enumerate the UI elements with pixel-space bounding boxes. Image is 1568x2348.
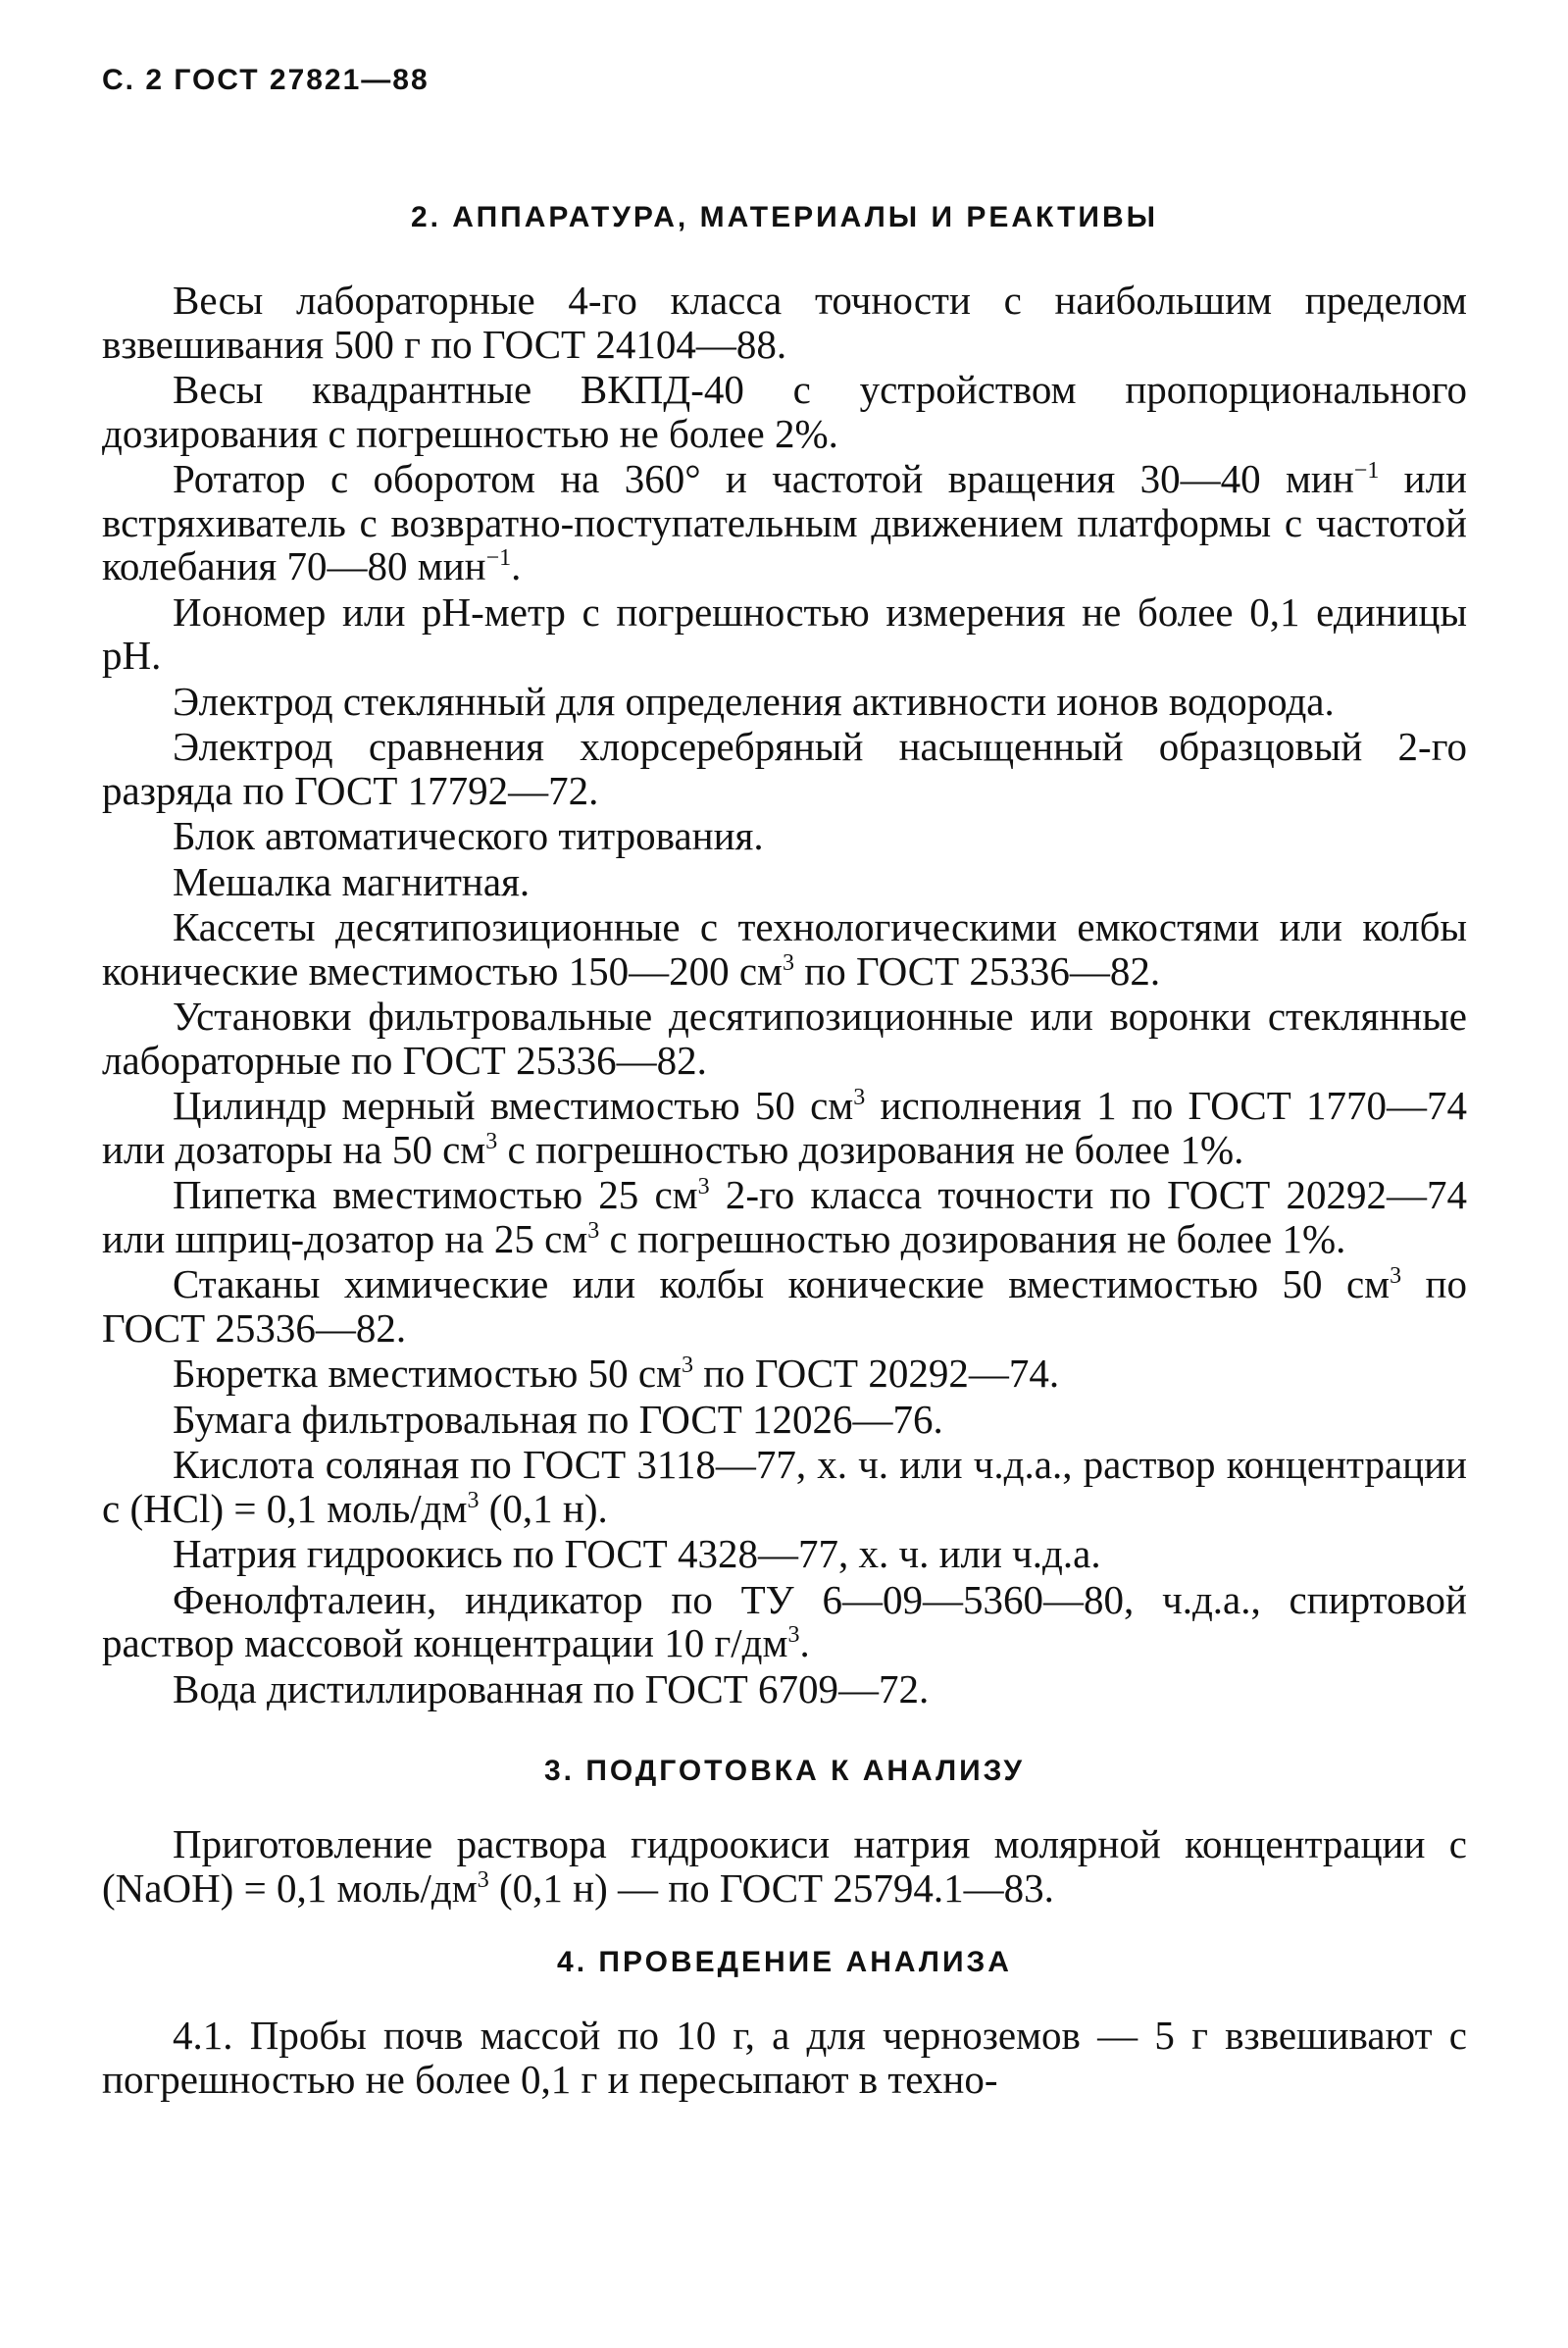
paragraph-beakers: Стаканы химические или колбы конические вместимостью 50 $см^3$ по ГОСТ 25336—82. xyxy=(102,1261,1467,1351)
paragraph-filter-paper: Бумага фильтровальная по ГОСТ 12026—76. xyxy=(173,1396,943,1442)
paragraph-reference-electrode: Электрод сравнения хлорсеребряный насыщенный образцовый 2-го разряда по ГОСТ 17792—72. xyxy=(102,724,1467,813)
paragraph-sodium-hydroxide: Натрия гидроокись по ГОСТ 4328—77, х. ч. или ч.д.а. xyxy=(173,1531,1101,1576)
section-title-apparatus: 2. АППАРАТУРА, МАТЕРИАЛЫ И РЕАКТИВЫ xyxy=(410,201,1159,233)
paragraph-titration-unit: Блок автоматического титрования. xyxy=(173,813,764,858)
paragraph-filter-units: Установки фильтровальные десятипозиционные или воронки стеклянные лабораторные по ГОСТ 25336—82. xyxy=(102,994,1467,1083)
paragraph-phenolphthalein: Фенолфталеин, индикатор по ТУ 6—09—5360—80, ч.д.а., спиртовой раствор массовой концентрации 10 $г/дм^3$. xyxy=(102,1576,1467,1665)
paragraph-cassettes: Кассеты десятипозиционные с технологическими емкостями или колбы конические вместимостью 150—200 $см^3$ по ГОСТ 25336—82. xyxy=(102,904,1467,994)
paragraph-pipette: Пипетка вместимостью 25 $см^3$ 2-го класса точности по ГОСТ 20292—74 или шприц-дозатор на 25 $см^3$ с погрешностью дозирования не более 1%. xyxy=(102,1172,1467,1261)
paragraph-rotator: Ротатор с оборотом на 360° и частотой вращения 30—40 мин$^{-1}$ или встряхиватель с возвратно-поступательным движением платформы с частотой колебания 70—80 мин$^{-1}$. xyxy=(102,456,1468,588)
paragraph-burette: Бюретка вместимостью 50 $см^3$ по ГОСТ 20292—74. xyxy=(173,1351,1060,1396)
document-page xyxy=(102,57,1467,2103)
paragraph-lab-scales: Весы лабораторные 4-го класса точности с наибольшим пределом взвешивания 500 г по ГОСТ 24104—88. xyxy=(102,278,1467,367)
paragraph-measuring-cylinder: Цилиндр мерный вместимостью 50 $см^3$ исполнения 1 по ГОСТ 1770—74 или дозаторы на 50 $см^3$ с погрешностью дозирования не более 1%. xyxy=(102,1083,1467,1172)
paragraph-quadrant-scales: Весы квадрантные ВКПД-40 с устройством пропорционального дозирования с погрешностью не более 2%. xyxy=(102,367,1467,456)
paragraph-distilled-water: Вода дистиллированная по ГОСТ 6709—72. xyxy=(173,1665,930,1711)
running-header: С. 2 ГОСТ 27821—88 xyxy=(102,64,430,96)
paragraph-hydrochloric-acid: Кислота соляная по ГОСТ 3118—77, х. ч. или ч.д.а., раствор концентрации с (HCl) = 0,1 моль/$дм^3$ (0,1 н). xyxy=(102,1442,1467,1531)
section-title-preparation: 3. ПОДГОТОВКА К АНАЛИЗУ xyxy=(544,1755,1025,1787)
paragraph-magnetic-stirrer: Мешалка магнитная. xyxy=(173,858,531,904)
section-title-analysis: 4. ПРОВЕДЕНИЕ АНАЛИЗА xyxy=(557,1946,1012,1978)
paragraph-glass-electrode: Электрод стеклянный для определения активности ионов водорода. xyxy=(173,678,1335,724)
paragraph-ionomer: Иономер или рН-метр с погрешностью измерения не более 0,1 единицы рН. xyxy=(102,588,1467,678)
paragraph-naoh-preparation: Приготовление раствора гидроокиси натрия молярной концентрации с (NaOH) = 0,1 моль/$дм^3$ (0,1 н) — по ГОСТ 25794.1—83. xyxy=(102,1821,1467,1911)
paragraph-analysis-4-1: 4.1. Пробы почв массой по 10 г, а для черноземов — 5 г взвешивают с погрешностью не более 0,1 г и пересыпают в техно- xyxy=(102,2013,1467,2102)
